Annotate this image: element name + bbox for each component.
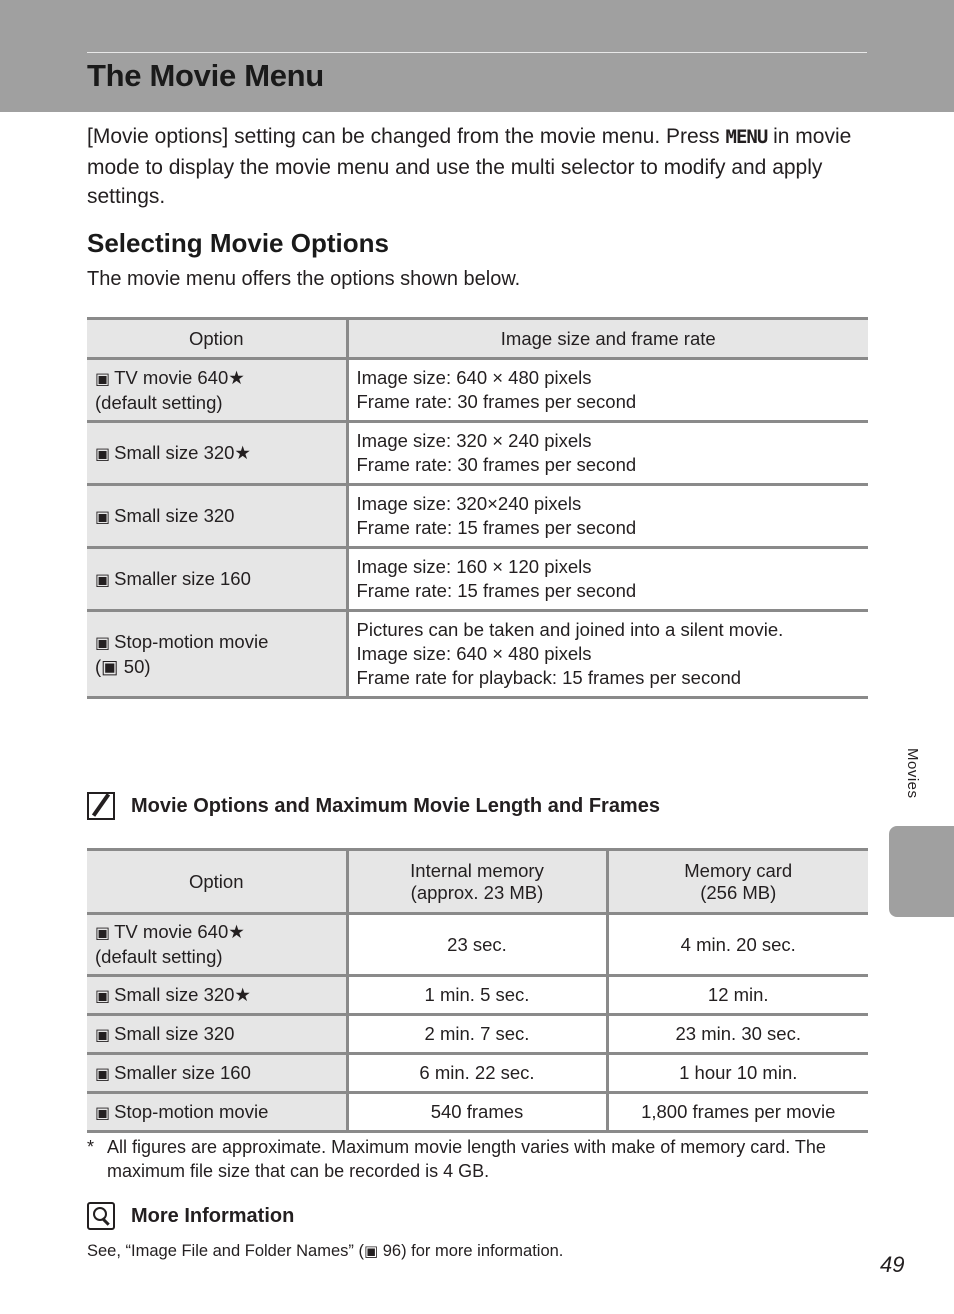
table-row — [87, 914, 868, 976]
desc-line: Frame rate: 15 frames per second — [356, 580, 637, 601]
desc-cell — [347, 422, 868, 485]
desc-line: Frame rate: 15 frames per second — [356, 517, 637, 538]
card-cell: 4 min. 20 sec. — [607, 914, 868, 976]
page-reference-icon: ▣ — [363, 1242, 379, 1260]
desc-cell — [347, 359, 868, 422]
option-cell — [87, 976, 347, 1015]
desc-line: Pictures can be taken and joined into a silent movie. — [356, 619, 784, 640]
header-card-line2: (256 MB) — [700, 881, 777, 903]
intro-paragraph — [87, 122, 877, 212]
table-row — [87, 548, 868, 611]
internal-cell: 2 min. 7 sec. — [347, 1015, 607, 1054]
page-title: The Movie Menu — [87, 58, 324, 93]
table-header-row — [87, 319, 868, 359]
option-label: Stop-motion movie — [114, 630, 269, 652]
internal-cell: 6 min. 22 sec. — [347, 1054, 607, 1093]
option-cell — [87, 914, 347, 976]
card-cell: 1 hour 10 min. — [607, 1054, 868, 1093]
tv-movie-icon: ▣ — [95, 368, 111, 388]
table-row — [87, 359, 868, 422]
header-internal-memory — [347, 850, 607, 914]
desc-line: Image size: 640 × 480 pixels — [356, 643, 592, 664]
header-internal-line1: Internal memory — [410, 859, 544, 881]
option-cell — [87, 611, 347, 698]
desc-line: Frame rate for playback: 15 frames per second — [356, 667, 742, 688]
option-cell — [87, 548, 347, 611]
option-label: Smaller size 160 — [114, 567, 251, 589]
footnote-marker: * — [87, 1137, 95, 1157]
note-title: Movie Options and Maximum Movie Length and Frames — [131, 794, 660, 817]
desc-line: Image size: 320×240 pixels — [356, 493, 582, 514]
table-row — [87, 1015, 868, 1054]
desc-cell — [347, 485, 868, 548]
header-band — [0, 0, 954, 112]
tv-movie-icon: ▣ — [95, 923, 111, 942]
header-rule — [87, 52, 867, 53]
table-header-row — [87, 850, 868, 914]
internal-cell: 1 min. 5 sec. — [347, 976, 607, 1015]
pencil-note-icon — [87, 792, 115, 820]
desc-line: Frame rate: 30 frames per second — [356, 391, 637, 412]
stop-motion-icon: ▣ — [95, 632, 111, 652]
small-size-icon: ▣ — [95, 506, 111, 526]
header-option: Option — [87, 319, 347, 359]
small-size-star-icon: ▣ — [95, 985, 111, 1005]
option-label: TV movie 640★ — [114, 921, 245, 942]
card-cell: 12 min. — [607, 976, 868, 1015]
stop-motion-icon: ▣ — [95, 1102, 111, 1122]
intro-text-before: [Movie options] setting can be changed from the movie menu. Press — [87, 125, 726, 148]
card-cell: 23 min. 30 sec. — [607, 1015, 868, 1054]
desc-cell — [347, 548, 868, 611]
section-subtext: The movie menu offers the options shown below. — [87, 268, 521, 290]
more-info-before: See, “Image File and Folder Names” ( — [87, 1242, 364, 1260]
menu-button-icon: MENU — [725, 126, 768, 148]
side-tab — [889, 826, 954, 917]
table-row — [87, 1093, 868, 1132]
option-sublabel: (default setting) — [95, 946, 223, 967]
internal-cell: 23 sec. — [347, 914, 607, 976]
header-card-line1: Memory card — [684, 859, 793, 881]
intro-text-after: in movie mode to display the movie menu and use the multi selector to modify and apply settings. — [87, 125, 852, 208]
table-row — [87, 611, 868, 698]
table-row — [87, 1054, 868, 1093]
more-info-title: More Information — [131, 1204, 295, 1227]
header-option: Option — [87, 850, 347, 914]
footnote-text: All figures are approximate. Maximum movie length varies with make of memory card. The maximum file size that can be recorded is 4 GB. — [107, 1137, 826, 1181]
option-cell — [87, 1054, 347, 1093]
section-title: Selecting Movie Options — [87, 228, 389, 258]
option-sublabel: (▣ 50) — [95, 655, 151, 677]
option-sublabel: (default setting) — [95, 391, 223, 413]
small-size-star-icon: ▣ — [95, 443, 111, 463]
option-label: Small size 320★ — [114, 441, 252, 463]
more-info-heading — [87, 1200, 294, 1232]
smaller-size-icon: ▣ — [95, 1063, 111, 1083]
footnote — [87, 1135, 877, 1183]
note-heading — [87, 790, 660, 822]
option-cell — [87, 1093, 347, 1132]
option-label: Small size 320 — [114, 504, 235, 526]
card-cell: 1,800 frames per movie — [607, 1093, 868, 1132]
option-cell — [87, 422, 347, 485]
desc-line: Image size: 160 × 120 pixels — [356, 556, 592, 577]
option-cell — [87, 359, 347, 422]
header-image-size: Image size and frame rate — [347, 319, 868, 359]
option-cell — [87, 1015, 347, 1054]
page-number: 49 — [880, 1252, 905, 1277]
option-label: TV movie 640★ — [114, 366, 245, 388]
option-label: Small size 320★ — [114, 983, 252, 1005]
desc-line: Image size: 640 × 480 pixels — [356, 367, 592, 388]
option-label: Small size 320 — [114, 1022, 235, 1044]
option-label: Stop-motion movie — [114, 1100, 269, 1122]
magnifier-icon — [87, 1202, 115, 1230]
desc-line: Image size: 320 × 240 pixels — [356, 430, 592, 451]
smaller-size-icon: ▣ — [95, 569, 111, 589]
internal-cell: 540 frames — [347, 1093, 607, 1132]
header-internal-line2: (approx. 23 MB) — [410, 881, 544, 903]
table-row — [87, 422, 868, 485]
desc-line: Frame rate: 30 frames per second — [356, 454, 637, 475]
table-row — [87, 976, 868, 1015]
more-info-text — [87, 1242, 563, 1261]
desc-cell — [347, 611, 868, 698]
header-memory-card — [607, 850, 868, 914]
more-info-after: 96) for more information. — [378, 1242, 564, 1260]
table-row — [87, 485, 868, 548]
movie-options-table — [87, 317, 868, 699]
option-label: Smaller size 160 — [114, 1061, 251, 1083]
side-tab-label: Movies — [904, 748, 921, 799]
option-cell — [87, 485, 347, 548]
small-size-icon: ▣ — [95, 1024, 111, 1044]
movie-length-table — [87, 848, 868, 1133]
